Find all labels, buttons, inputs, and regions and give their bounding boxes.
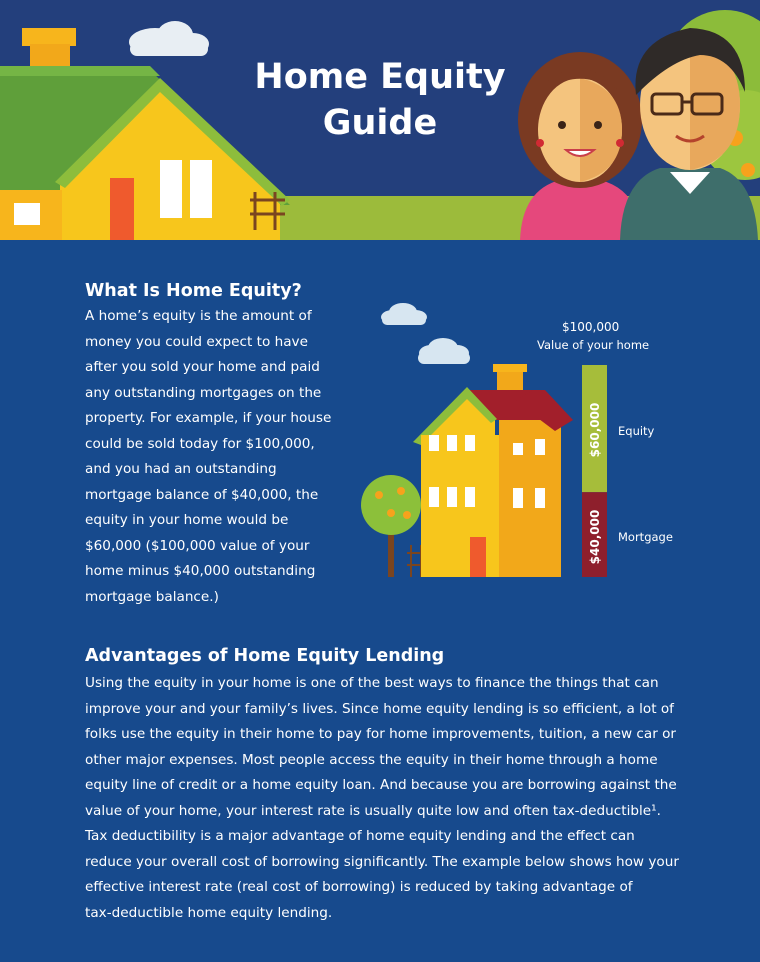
- equity-paragraph-line: money you could expect to have: [85, 334, 308, 350]
- cloud-icon: [129, 21, 209, 56]
- advantages-paragraph-line: tax-deductible home equity lending.: [85, 905, 333, 921]
- equity-section-heading: What Is Home Equity?: [85, 281, 302, 301]
- equity-paragraph-line: could be sold today for $100,000,: [85, 436, 315, 452]
- equity-label: Equity: [618, 424, 655, 438]
- cloud-icon: [381, 303, 427, 325]
- equity-paragraph-line: equity in your home would be: [85, 512, 289, 528]
- mortgage-amount-label: $40,000: [588, 509, 602, 565]
- advantages-paragraph-line: Using the equity in your home is one of the best ways to finance the things that can: [85, 675, 659, 691]
- advantages-paragraph-line: folks use the equity in their home to pay for home improvements, tuition, a new car or: [85, 726, 677, 742]
- equity-paragraph-line: $60,000 ($100,000 value of your: [85, 538, 310, 554]
- advantages-paragraph-line: other major expenses. Most people access the equity in their home through a home: [85, 752, 658, 768]
- advantages-paragraph-line: effective interest rate (real cost of borrowing) is reduced by taking advantage of: [85, 879, 633, 895]
- equity-amount-label: $60,000: [588, 402, 602, 458]
- page-title: Home Equity Guide: [254, 57, 506, 143]
- equity-paragraph-line: mortgage balance of $40,000, the: [85, 487, 319, 503]
- equity-paragraph-line: any outstanding mortgages on the: [85, 385, 322, 401]
- equity-paragraph-line: mortgage balance.): [85, 589, 219, 605]
- equity-paragraph-line: A home’s equity is the amount of: [85, 308, 312, 324]
- advantages-paragraph-line: improve your and your family’s lives. Since home equity lending is so efficient, a lot of: [85, 701, 674, 717]
- advantages-section-heading: Advantages of Home Equity Lending: [85, 646, 445, 666]
- equity-paragraph-line: and you had an outstanding: [85, 461, 277, 477]
- header-banner: [0, 0, 760, 240]
- advantages-paragraph-line: Tax deductibility is a major advantage of home equity lending and the effect can: [85, 828, 635, 844]
- equity-paragraph-line: home minus $40,000 outstanding: [85, 563, 316, 579]
- advantages-paragraph-line: equity line of credit or a home equity loan. And because you are borrowing against the: [85, 777, 677, 793]
- advantages-paragraph-line: value of your home, your interest rate is usually quite low and often tax-deductible¹.: [85, 803, 661, 819]
- cloud-icon: [418, 338, 470, 364]
- home-value-label: Value of your home: [537, 338, 650, 352]
- equity-paragraph-line: property. For example, if your house: [85, 410, 332, 426]
- home-value-amount: $100,000: [562, 320, 620, 334]
- mortgage-label: Mortgage: [618, 530, 673, 544]
- equity-paragraph-line: after you sold your home and paid: [85, 359, 320, 375]
- advantages-paragraph-line: reduce your overall cost of borrowing significantly. The example below shows how your: [85, 854, 679, 870]
- house-icon: [413, 364, 573, 577]
